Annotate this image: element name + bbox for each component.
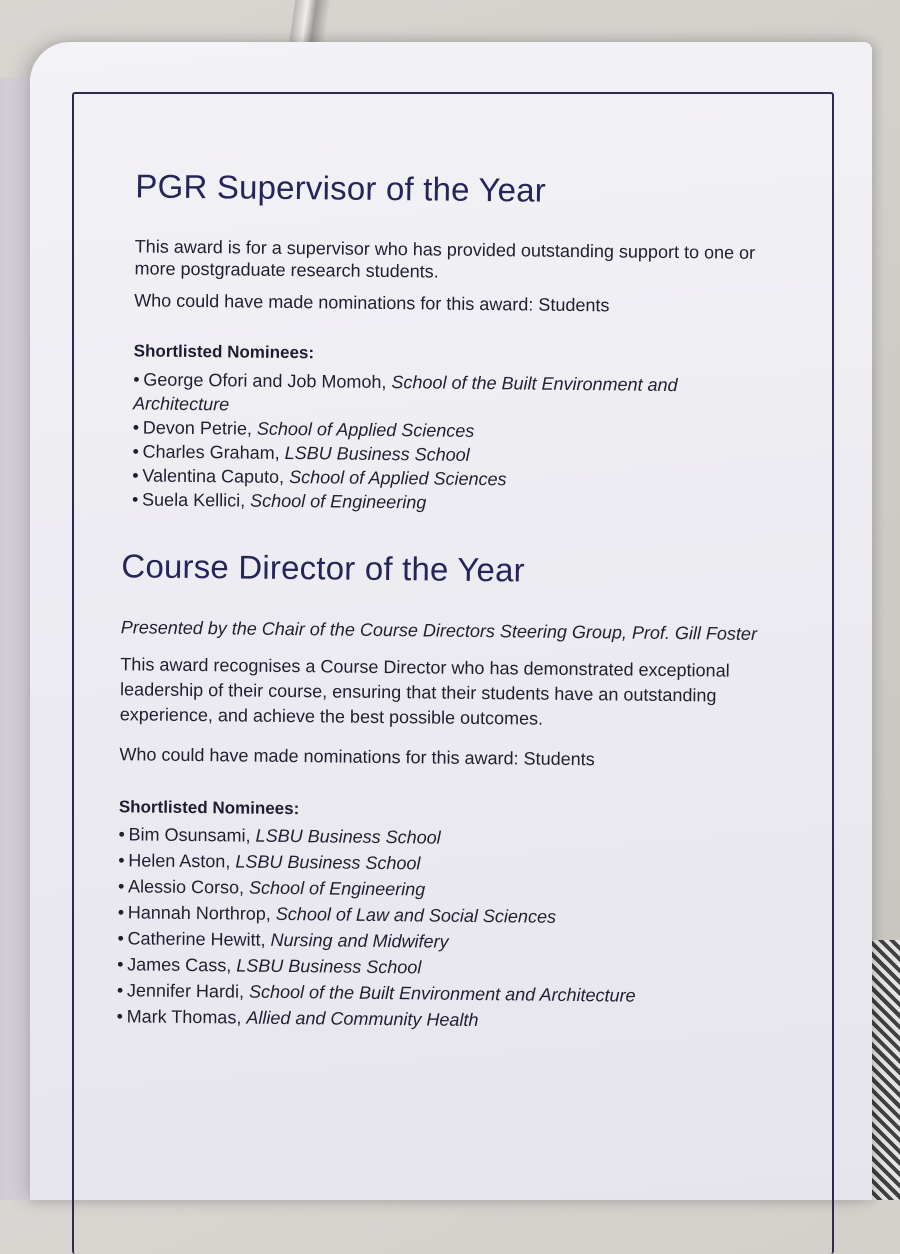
nominee-name: Devon Petrie, (142, 417, 258, 439)
nominee-name: Charles Graham, (142, 441, 285, 463)
nominee-school: School of Engineering (248, 877, 426, 900)
nominee-school: Allied and Community Health (246, 1007, 479, 1031)
bullet-icon: • (116, 980, 124, 1001)
nominee-list (132, 367, 773, 518)
bullet-icon: • (117, 954, 124, 975)
nominee-name: Jennifer Hardi, (126, 980, 250, 1002)
nominee-name: James Cass, (127, 954, 237, 976)
nominee-school: LSBU Business School (236, 955, 422, 978)
nominee-name: Mark Thomas, (126, 1006, 247, 1028)
award-description: This award recognises a Course Director who has demonstrated exceptional leadership of their course, ensuring that their students have an outstanding experience, and achieve the best possible outcomes. (119, 654, 730, 729)
nominee-school: School of Applied Sciences (256, 418, 475, 441)
nominations-info: Who could have made nominations for this award: Students (119, 744, 595, 770)
nominee-school: LSBU Business School (235, 851, 421, 874)
nominee-school: School of Engineering (250, 490, 427, 513)
bullet-icon: • (116, 1006, 124, 1027)
nominee-school: School of the Built Environment and Architecture (248, 981, 636, 1006)
pgr-award-section (132, 167, 776, 518)
bullet-icon: • (117, 876, 125, 897)
nominee-item (133, 367, 773, 422)
shortlist-heading: Shortlisted Nominees: (133, 341, 315, 363)
nominee-school: School of Applied Sciences (289, 467, 507, 490)
bullet-icon: • (132, 441, 140, 462)
bullet-icon: • (117, 928, 124, 949)
nominee-name: George Ofori and Job Momoh, (143, 369, 392, 393)
bullet-icon: • (132, 417, 140, 438)
nominee-name: Bim Osunsami, (128, 824, 256, 846)
bullet-icon: • (118, 850, 125, 871)
bullet-icon: • (131, 489, 139, 510)
nominee-name: Hannah Northrop, (127, 902, 276, 924)
nominee-name: Suela Kellici, (141, 489, 251, 511)
nominee-school: LSBU Business School (255, 825, 441, 848)
nominee-name: Catherine Hewitt, (127, 928, 271, 950)
nominee-school: School of the Built Environment and Architecture (133, 372, 678, 415)
shortlist-heading: Shortlisted Nominees: (118, 797, 300, 819)
bullet-icon: • (133, 369, 140, 390)
award-title: Course Director of the Year (121, 547, 526, 589)
nominee-school: School of Law and Social Sciences (275, 903, 557, 927)
nominee-name: Helen Aston, (128, 850, 236, 872)
presenter-info: Presented by the Chair of the Course Directors Steering Group, Prof. Gill Foster (120, 617, 758, 644)
bullet-icon: • (118, 824, 126, 845)
nominee-school: LSBU Business School (284, 442, 470, 465)
booklet-page (30, 42, 872, 1200)
nominee-list (117, 821, 799, 1036)
nominee-name: Alessio Corso, (127, 876, 250, 898)
bullet-icon: • (117, 902, 125, 923)
course-director-award-section (117, 547, 802, 1036)
nominee-school: Nursing and Midwifery (270, 929, 449, 952)
award-title: PGR Supervisor of the Year (135, 167, 547, 209)
nominations-info: Who could have made nominations for this award: Students (134, 290, 610, 316)
bullet-icon: • (132, 465, 139, 486)
nominee-name: Valentina Caputo, (142, 465, 290, 487)
award-description: This award is for a supervisor who has provided outstanding support to one or more postgraduate research students. (134, 236, 756, 282)
pen-on-desk (289, 0, 331, 46)
